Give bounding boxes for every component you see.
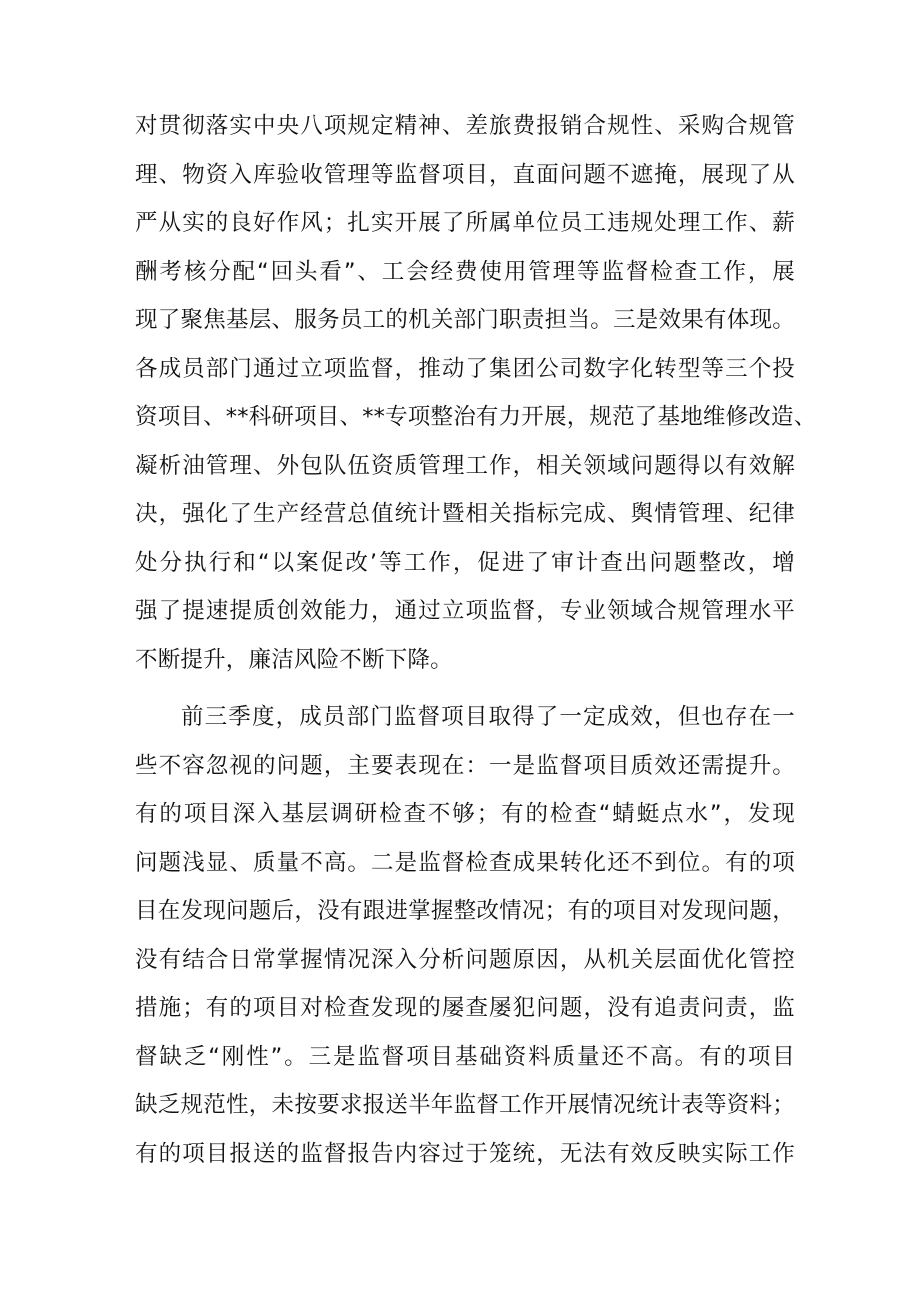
paragraph-line: 资项目、**科研项目、**专项整治有力开展，规范了基地维修改造、 [135, 404, 817, 430]
paragraph-line: 处分执行和“以案促改’等工作，促进了审计查出问题整改，增 [135, 549, 795, 576]
paragraph-line: 目在发现问题后，没有跟进掌握整改情况；有的项目对发现问题， [135, 898, 795, 924]
paragraph-line: 些不容忽视的问题，主要表现在：一是监督项目质效还需提升。 [135, 752, 795, 779]
paragraph-line: 决，强化了生产经营总值统计暨相关指标完成、舆情管理、纪律 [135, 501, 795, 527]
paragraph-line: 现了聚焦基层、服务员工的机关部门职责担当。三是效果有体现。 [135, 307, 795, 333]
paragraph-gap [135, 684, 795, 693]
paragraph-1 [135, 102, 817, 684]
paragraph-line: 措施；有的项目对检查发现的屡查屡犯问题，没有追责问责，监 [135, 995, 795, 1021]
paragraph-line: 问题浅显、质量不高。二是监督检查成果转化还不到位。有的项 [135, 849, 795, 876]
paragraph-line: 强了提速提质创效能力，通过立项监督，专业领域合规管理水平 [135, 598, 795, 624]
paragraph-2 [135, 693, 795, 1178]
paragraph-line: 不断提升，廉洁风险不断下降。 [135, 646, 453, 673]
paragraph-line: 各成员部门通过立项监督，推动了集团公司数字化转型等三个投 [135, 355, 795, 382]
document-body [135, 102, 817, 1178]
paragraph-line: 没有结合日常掌握情况深入分析问题原因，从机关层面优化管控 [135, 946, 795, 973]
paragraph-line: 对贯彻落实中央八项规定精神、差旅费报销合规性、采购合规管 [135, 113, 795, 139]
paragraph-line: 前三季度，成员部门监督项目取得了一定成效，但也存在一 [181, 704, 795, 730]
paragraph-line: 严从实的良好作风；扎实开展了所属单位员工违规处理工作、薪 [135, 210, 795, 236]
paragraph-line: 有的项目报送的监督报告内容过于笼统，无法有效反映实际工作 [135, 1140, 795, 1167]
paragraph-line: 有的项目深入基层调研检查不够；有的检查“蜻蜓点水”，发现 [135, 801, 795, 827]
paragraph-line: 督缺乏“刚性”。三是监督项目基础资料质量还不高。有的项目 [135, 1043, 795, 1070]
paragraph-line: 酬考核分配“回头看”、工会经费使用管理等监督检查工作，展 [135, 258, 795, 285]
paragraph-line: 缺乏规范性，未按要求报送半年监督工作开展情况统计表等资料； [135, 1092, 795, 1118]
paragraph-line: 凝析油管理、外包队伍资质管理工作，相关领域问题得以有效解 [135, 452, 795, 479]
paragraph-line: 理、物资入库验收管理等监督项目，直面问题不遮掩，展现了从 [135, 161, 795, 188]
